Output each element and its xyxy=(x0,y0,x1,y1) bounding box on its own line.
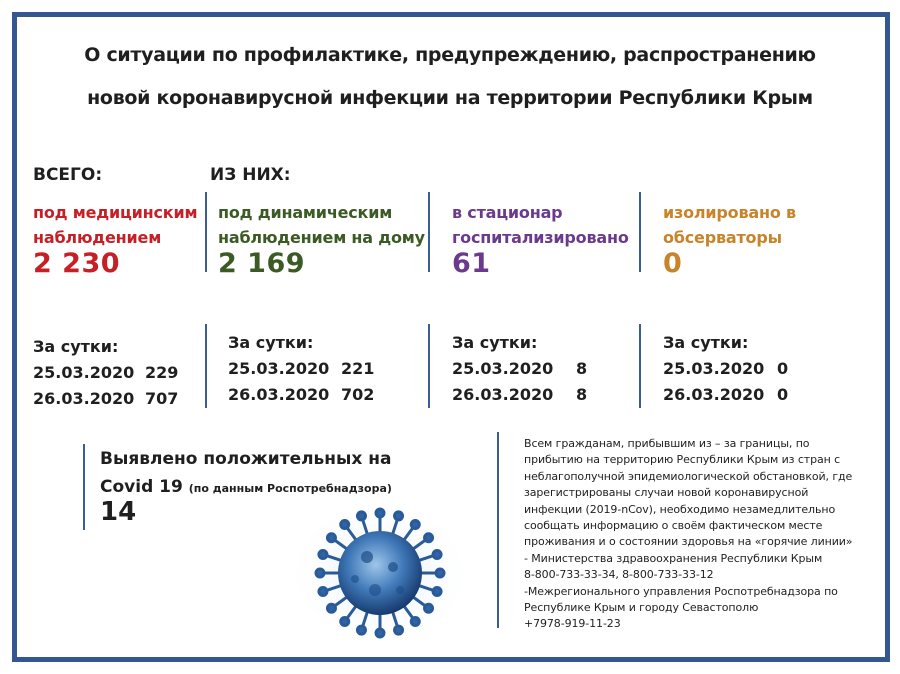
daily-block-home xyxy=(228,330,374,408)
category-label-line: госпитализировано xyxy=(452,228,629,247)
daily-heading: За сутки: xyxy=(228,333,314,352)
coronavirus-illustration-icon xyxy=(285,495,475,645)
divider xyxy=(428,324,430,408)
notice-line: прибытию на территорию Республики Крым из стран с xyxy=(524,453,841,467)
category-medical-observation-value: 2 230 xyxy=(33,248,121,279)
notice-line: сообщать информацию о своём фактическом месте xyxy=(524,519,823,533)
positive-title-line: Выявлено положительных на xyxy=(100,449,392,469)
category-home-observation-value: 2 169 xyxy=(218,248,306,279)
notice-line: +7978-919-11-23 xyxy=(524,617,621,631)
virus-spike-tip xyxy=(341,520,349,528)
source-note: (по данным Роспотребнадзора) xyxy=(188,482,392,495)
virus-spike-tip xyxy=(316,569,324,577)
virus-spike-tip xyxy=(327,604,335,612)
daily-row xyxy=(663,382,788,408)
daily-heading: За сутки: xyxy=(663,333,749,352)
daily-row xyxy=(228,382,374,408)
virus-spike-tip xyxy=(376,509,384,517)
virus-spike-tip xyxy=(341,618,349,626)
virus-spike-tip xyxy=(433,588,441,596)
daily-row xyxy=(452,356,587,382)
total-header: ВСЕГО: xyxy=(33,165,103,185)
daily-date: 26.03.2020 xyxy=(663,385,765,404)
daily-date: 25.03.2020 xyxy=(228,359,330,378)
notice-line: зарегистрированы случаи новой коронавирусной xyxy=(524,486,809,500)
daily-block-isolated xyxy=(663,330,788,408)
category-label-line: изолировано в xyxy=(663,203,796,222)
notice-line: -Межрегионального управления Роспотребнадзора по xyxy=(524,584,838,598)
hotline-notice xyxy=(524,436,886,633)
virus-spike-tip xyxy=(395,626,403,634)
category-label-line: под медицинским xyxy=(33,203,198,222)
category-medical-observation-label xyxy=(33,200,197,250)
notice-line: Республике Крым и городу Севастополю xyxy=(524,601,759,615)
virus-spike-tip xyxy=(436,569,444,577)
daily-count: 229 xyxy=(145,363,179,382)
category-hospitalized-label xyxy=(452,200,629,250)
daily-row xyxy=(452,382,587,408)
daily-date: 25.03.2020 xyxy=(663,359,765,378)
daily-date: 26.03.2020 xyxy=(228,385,330,404)
virus-spike-tip xyxy=(357,512,365,520)
covid-label: Covid 19 xyxy=(100,477,183,497)
category-home-observation-label xyxy=(218,200,425,250)
daily-date: 26.03.2020 xyxy=(452,385,554,404)
daily-heading: За сутки: xyxy=(33,337,119,356)
daily-count: 8 xyxy=(576,359,588,378)
category-label-line: под динамическим xyxy=(218,203,393,222)
notice-line: инфекции (2019-nCov), необходимо незамедлительно xyxy=(524,502,836,516)
daily-count: 221 xyxy=(341,359,375,378)
notice-line: - Министерства здравоохранения Республики Крым xyxy=(524,551,823,565)
category-label-line: наблюдением на дому xyxy=(218,228,425,247)
daily-row xyxy=(33,360,178,386)
daily-count: 0 xyxy=(777,385,789,404)
virus-spike-tip xyxy=(357,626,365,634)
divider xyxy=(428,192,430,272)
category-isolated-label xyxy=(663,200,796,250)
virus-spike-tip xyxy=(411,618,419,626)
page-title-line-1: О ситуации по профилактике, предупреждению, распространению xyxy=(84,44,816,66)
virus-spike-tip xyxy=(433,550,441,558)
virus-spike-tip xyxy=(319,588,327,596)
category-isolated-value: 0 xyxy=(663,248,683,279)
divider xyxy=(639,192,641,272)
positive-cases-value: 14 xyxy=(100,497,137,527)
virus-spike-tip xyxy=(395,512,403,520)
daily-count: 702 xyxy=(341,385,375,404)
daily-row xyxy=(228,356,374,382)
daily-row xyxy=(33,386,178,412)
virus-spike-tip xyxy=(327,534,335,542)
category-label-line: обсерваторы xyxy=(663,228,782,247)
virus-spike-tip xyxy=(376,629,384,637)
virus-spike-tip xyxy=(319,550,327,558)
daily-heading: За сутки: xyxy=(452,333,538,352)
daily-block-medical xyxy=(33,334,178,412)
virus-spike-tip xyxy=(425,534,433,542)
daily-block-hospitalized xyxy=(452,330,587,408)
daily-count: 8 xyxy=(576,385,588,404)
virus-spike-tip xyxy=(411,520,419,528)
category-label-line: в стационар xyxy=(452,203,563,222)
of-them-header: ИЗ НИХ: xyxy=(210,165,291,185)
category-hospitalized-value: 61 xyxy=(452,248,491,279)
notice-line: неблагополучной эпидемиологической обстановкой, где xyxy=(524,469,853,483)
daily-count: 707 xyxy=(145,389,179,408)
daily-date: 25.03.2020 xyxy=(33,363,135,382)
category-label-line: наблюдением xyxy=(33,228,162,247)
divider xyxy=(205,324,207,408)
notice-line: 8-800-733-33-34, 8-800-733-33-12 xyxy=(524,568,714,582)
notice-line: проживания и о состоянии здоровья на «горячие линии» xyxy=(524,535,853,549)
virus-spike-tip xyxy=(425,604,433,612)
notice-line: Всем гражданам, прибывшим из – за границы, по xyxy=(524,437,810,450)
daily-row xyxy=(663,356,788,382)
divider xyxy=(639,324,641,408)
divider xyxy=(205,192,207,272)
daily-date: 26.03.2020 xyxy=(33,389,135,408)
daily-date: 25.03.2020 xyxy=(452,359,554,378)
divider xyxy=(83,444,85,530)
page-title-line-2: новой коронавирусной инфекции на территории Республики Крым xyxy=(87,87,813,109)
daily-count: 0 xyxy=(777,359,789,378)
divider xyxy=(497,432,499,628)
